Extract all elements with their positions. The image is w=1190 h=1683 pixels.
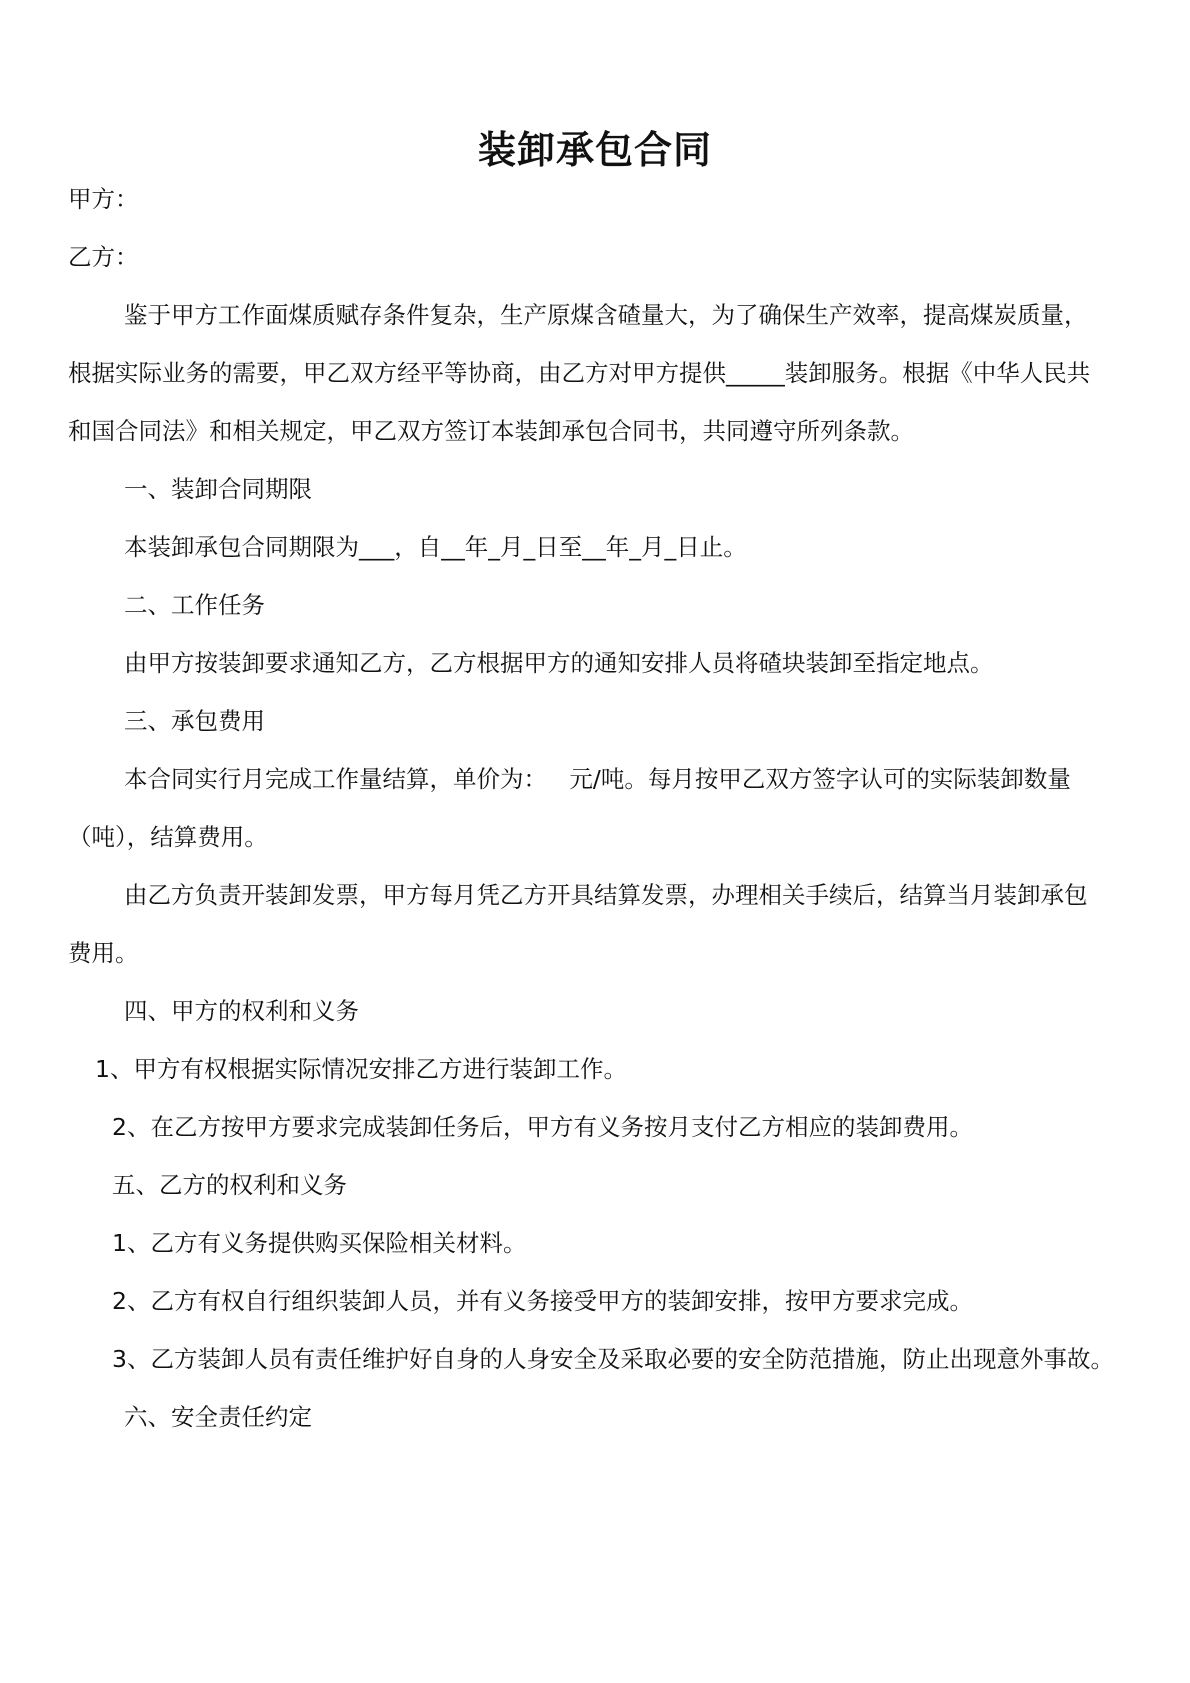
intro-line-2: 根据实际业务的需要，甲乙双方经平等协商，由乙方对甲方提供_____装卸服务。根据《中华人民共 (68, 359, 1091, 387)
section-3-heading: 三、承包费用 (124, 707, 265, 735)
section-3-para-1-line-1: 本合同实行月完成工作量结算，单价为： 元/吨。每月按甲乙双方签字认可的实际装卸数量 (124, 765, 1071, 793)
section-2-text: 由甲方按装卸要求通知乙方，乙方根据甲方的通知安排人员将碴块装卸至指定地点。 (124, 649, 994, 677)
section-1-text: 本装卸承包合同期限为___，自__年_月_日至__年_月_日止。 (124, 533, 747, 561)
section-4-heading: 四、甲方的权利和义务 (124, 997, 359, 1025)
party-a-label: 甲方： (68, 185, 139, 213)
party-b-label: 乙方： (68, 243, 139, 271)
section-6-heading: 六、安全责任约定 (124, 1403, 312, 1431)
section-5-heading: 五、乙方的权利和义务 (112, 1171, 347, 1199)
intro-line-3: 和国合同法》和相关规定，甲乙双方签订本装卸承包合同书，共同遵守所列条款。 (68, 417, 914, 445)
section-3-para-1-line-2: （吨），结算费用。 (68, 823, 268, 851)
section-2-heading: 二、工作任务 (124, 591, 265, 619)
section-5-item-1: 1、乙方有义务提供购买保险相关材料。 (112, 1229, 527, 1257)
document-title: 装卸承包合同 (477, 128, 712, 172)
section-1-heading: 一、装卸合同期限 (124, 475, 312, 503)
section-5-item-2: 2、乙方有权自行组织装卸人员，并有义务接受甲方的装卸安排，按甲方要求完成。 (112, 1287, 973, 1315)
section-5-item-3: 3、乙方装卸人员有责任维护好自身的人身安全及采取必要的安全防范措施，防止出现意外事故。 (112, 1345, 1114, 1373)
intro-line-1: 鉴于甲方工作面煤质赋存条件复杂，生产原煤含碴量大，为了确保生产效率，提高煤炭质量， (124, 301, 1088, 329)
section-3-para-2-line-2: 费用。 (68, 939, 139, 967)
section-4-item-2: 2、在乙方按甲方要求完成装卸任务后，甲方有义务按月支付乙方相应的装卸费用。 (112, 1113, 973, 1141)
section-3-para-2-line-1: 由乙方负责开装卸发票，甲方每月凭乙方开具结算发票，办理相关手续后，结算当月装卸承包 (124, 881, 1088, 909)
section-4-item-1: 1、甲方有权根据实际情况安排乙方进行装卸工作。 (95, 1055, 627, 1083)
